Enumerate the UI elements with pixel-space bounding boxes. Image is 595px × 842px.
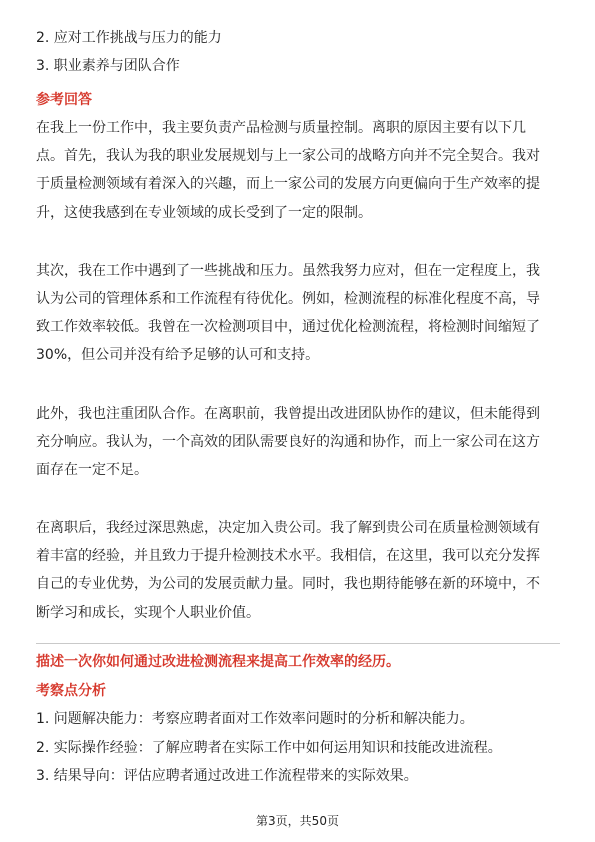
answer-heading: 参考回答 [36,92,92,108]
page-footer: 第3页，共50页 [256,814,339,828]
paragraph-line: 升，这使我感到在专业领域的成长受到了一定的限制。 [36,205,372,221]
section-divider [36,643,560,644]
paragraph-line: 于质量检测领域有着深入的兴趣，而上一家公司的发展方向更偏向于生产效率的提 [36,176,540,192]
paragraph-line: 致工作效率较低。我曾在一次检测项目中，通过优化检测流程，将检测时间缩短了 [36,319,540,335]
paragraph-line: 30%，但公司并没有给予足够的认可和支持。 [36,347,320,363]
paragraph-line: 面存在一定不足。 [36,462,148,478]
analysis-item-2: 2. 实际操作经验：了解应聘者在实际工作中如何运用知识和技能改进流程。 [36,740,502,756]
list-item-top-3: 3. 职业素养与团队合作 [36,58,180,74]
paragraph-line: 断学习和成长，实现个人职业价值。 [36,605,260,621]
paragraph-line: 点。首先，我认为我的职业发展规划与上一家公司的战略方向并不完全契合。我对 [36,148,540,164]
paragraph-line: 认为公司的管理体系和工作流程有待优化。例如，检测流程的标准化程度不高，导 [36,291,540,307]
paragraph-line: 充分响应。我认为，一个高效的团队需要良好的沟通和协作，而上一家公司在这方 [36,434,540,450]
list-item-top-2: 2. 应对工作挑战与压力的能力 [36,30,222,46]
paragraph-line: 此外，我也注重团队合作。在离职前，我曾提出改进团队协作的建议，但未能得到 [36,406,540,422]
analysis-heading: 考察点分析 [36,683,106,699]
analysis-item-1: 1. 问题解决能力：考察应聘者面对工作效率问题时的分析和解决能力。 [36,711,474,727]
analysis-item-3: 3. 结果导向：评估应聘者通过改进工作流程带来的实际效果。 [36,768,418,784]
paragraph-line: 在离职后，我经过深思熟虑，决定加入贵公司。我了解到贵公司在质量检测领域有 [36,520,540,536]
question-heading: 描述一次你如何通过改进检测流程来提高工作效率的经历。 [36,654,400,670]
paragraph-line: 着丰富的经验，并且致力于提升检测技术水平。我相信，在这里，我可以充分发挥 [36,548,540,564]
paragraph-line: 自己的专业优势，为公司的发展贡献力量。同时，我也期待能够在新的环境中，不 [36,576,540,592]
paragraph-line: 其次，我在工作中遇到了一些挑战和压力。虽然我努力应对，但在一定程度上，我 [36,263,540,279]
paragraph-line: 在我上一份工作中，我主要负责产品检测与质量控制。离职的原因主要有以下几 [36,120,526,136]
